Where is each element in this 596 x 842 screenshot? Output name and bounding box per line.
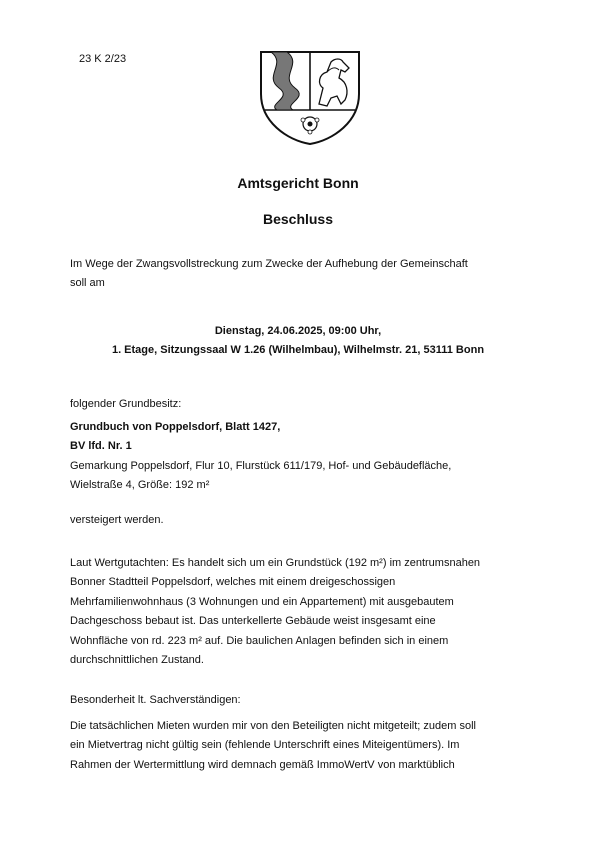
special-note-line: ein Mietvertrag nicht gültig sein (fehlende Unterschrift eines Miteigentümers). Im [70,739,460,752]
special-note-paragraph [70,717,540,775]
appointment-date: Dienstag, 24.06.2025, 09:00 Uhr, [214,325,382,337]
special-note-label: Besonderheit lt. Sachverständigen: [70,694,241,706]
intro-paragraph [70,255,540,294]
property-label: folgender Grundbesitz: [70,398,182,410]
appraisal-paragraph [70,554,540,670]
nrw-coat-of-arms-icon [257,48,363,146]
appraisal-line: Mehrfamilienwohnhaus (3 Wohnungen und ein Appartement) mit ausgebautem [70,595,454,608]
land-register-entry [70,418,540,496]
case-number: 23 K 2/23 [79,53,127,65]
appraisal-line: Dachgeschoss bebaut ist. Das unterkellerte Gebäude weist insgesamt eine [70,615,436,628]
special-note-line: Die tatsächlichen Mieten wurden mir von den Beteiligten nicht mitgeteilt; zudem soll [70,720,476,732]
land-register-line: Wielstraße 4, Größe: 192 m² [70,479,210,492]
appointment-location: 1. Etage, Sitzungssaal W 1.26 (Wilhelmbau), Wilhelmstr. 21, 53111 Bonn [111,344,485,357]
special-note-line: Rahmen der Wertermittlung wird demnach gemäß ImmoWertV von marktüblich [70,758,455,771]
appraisal-line: Wohnfläche von rd. 223 m² auf. Die baulichen Anlagen befinden sich in einem [70,634,449,647]
court-name: Amtsgericht Bonn [237,175,359,191]
land-register-line: Grundbuch von Poppelsdorf, Blatt 1427, [70,421,281,433]
appraisal-line: Laut Wertgutachten: Es handelt sich um ein Grundstück (192 m²) im zentrumsnahen [70,557,481,569]
land-register-line: BV lfd. Nr. 1 [70,440,132,453]
land-register-line: Gemarkung Poppelsdorf, Flur 10, Flurstück 611/179, Hof- und Gebäudefläche, [70,459,452,472]
decision-title: Beschluss [262,211,334,227]
intro-line: Im Wege der Zwangsvollstreckung zum Zwecke der Aufhebung der Gemeinschaft [70,258,468,270]
intro-line: soll am [70,277,105,290]
auction-text: versteigert werden. [70,514,164,526]
appraisal-line: durchschnittlichen Zustand. [70,654,204,667]
appraisal-line: Bonner Stadtteil Poppelsdorf, welches mit einem dreigeschossigen [70,576,396,589]
auction-appointment [0,322,596,361]
